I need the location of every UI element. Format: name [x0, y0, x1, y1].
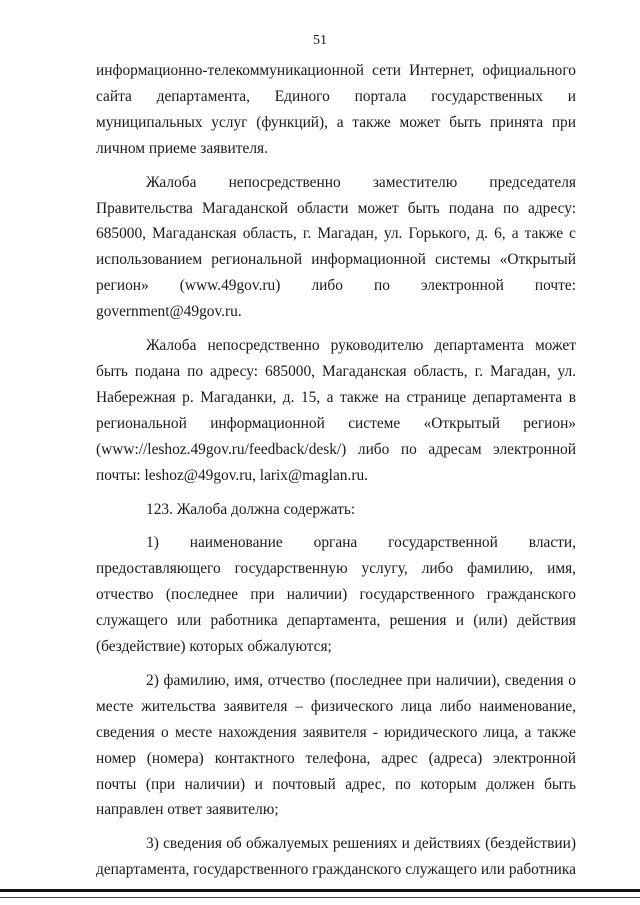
- paragraph-deputy-chair-complaint: Жалоба непосредственно заместителю председателя Правительства Магаданской области может быть подана по адресу: 685000, Магаданская область, г. Магадан, ул. Горького, д. 6, а также с использованием региональной информационной системы «Открытый регион» (www.49gov.ru) либо по электронной почте: government@49gov.ru.: [96, 173, 576, 321]
- item-2-paragraph: 2) фамилию, имя, отчество (последнее при наличии), сведения о месте жительства заявителя – физического лица либо наименование, сведения о месте нахождения заявителя - юридического лица, а также номер (номера) контактного телефона, адрес (адреса) электронной почты (при наличии) и почтовый адрес, по которым должен быть направлен ответ заявителю;: [96, 671, 576, 819]
- bottom-rule-thin: [0, 897, 640, 898]
- item-3-paragraph: 3) сведения об обжалуемых решениях и действиях (бездействии) департамента, государственного гражданского служащего или работника: [96, 835, 576, 879]
- clause-123-heading: 123. Жалоба должна содержать:: [146, 500, 356, 518]
- item-1-heading: 1) наименование органа государственной власти,: [146, 534, 576, 552]
- item-1-body: предоставляющего государственную услугу, либо фамилию, имя, отчество (последнее при наличии) государственного гражданского служащего или работника департамента, решения и (или) действия (бездействие) которых обжалуются;: [96, 560, 576, 656]
- page-number: 51: [313, 33, 327, 48]
- paragraph-department-head-complaint: Жалоба непосредственно руководителю департамента может быть подана по адресу: 685000, Магаданская область, г. Магадан, ул. Набережная р. Магаданки, д. 15, а также на странице департамента в региональной информационной системе «Открытый регион» (www://leshoz.49gov.ru/feedback/desk/) либо по адресам электронной почты: leshoz@49gov.ru, larix@maglan.ru.: [96, 337, 576, 484]
- document-body: [96, 58, 576, 883]
- paragraph-continuation: информационно-телекоммуникационной сети Интернет, официального сайта департамента, Единого портала государственных и муниципальных услуг (функций), а также может быть принята при личном приеме заявителя.: [96, 62, 576, 157]
- bottom-rule-thick: [0, 889, 640, 892]
